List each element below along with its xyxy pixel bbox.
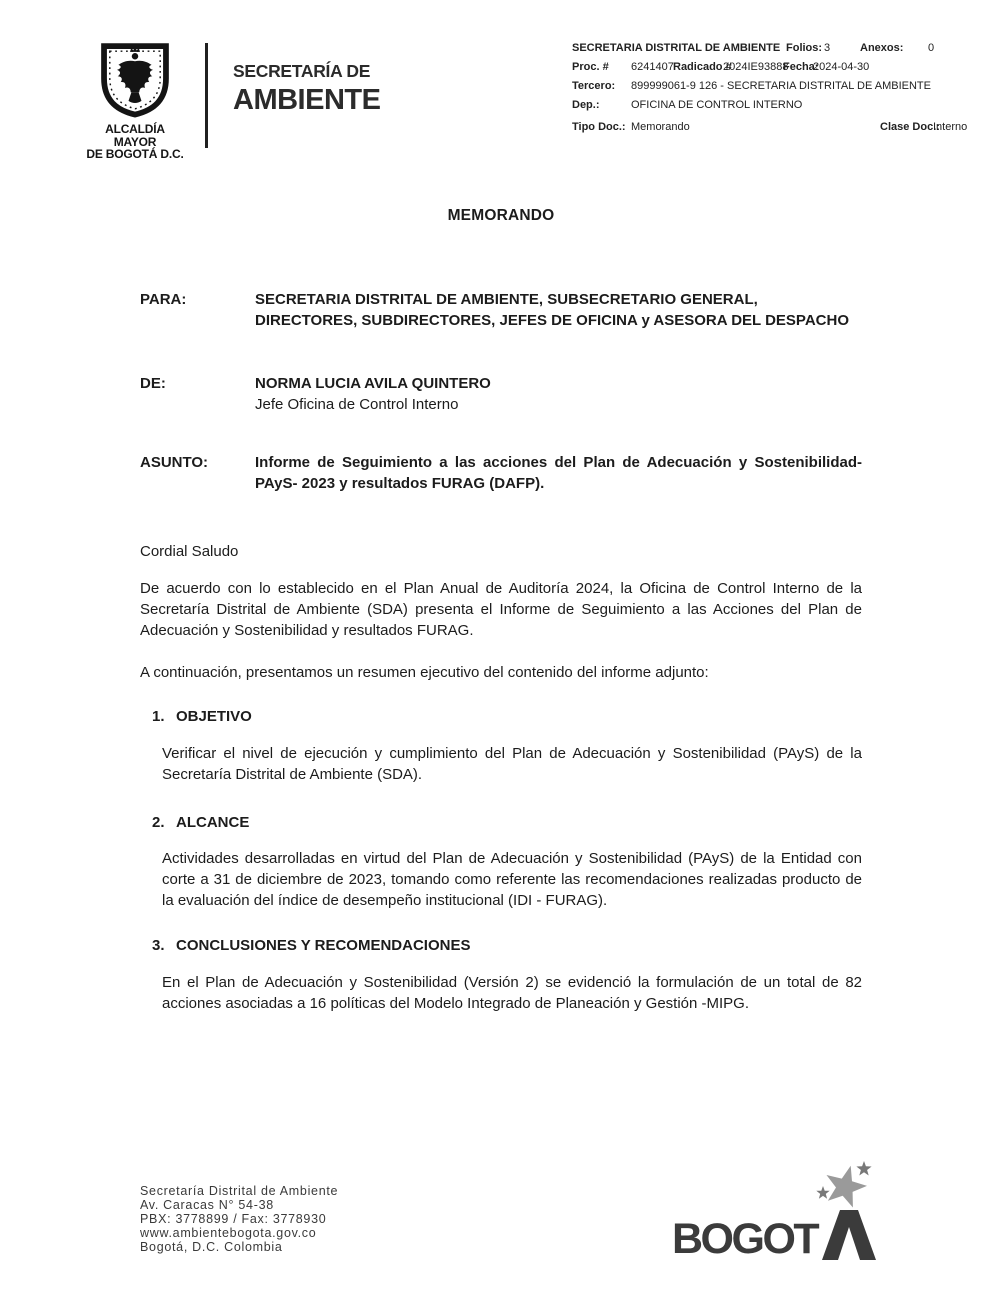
section-title: OBJETIVO xyxy=(176,708,252,725)
tipo-doc-value: Memorando xyxy=(631,121,690,133)
section-number: 2. xyxy=(152,814,165,831)
section-body-conclusiones: En el Plan de Adecuación y Sostenibilidad (Versión 2) se evidenció la formulación de un total de 82 acciones asociadas a 16 políticas del Modelo Integrado de Planeación y Gestión -MIPG. xyxy=(162,974,862,1012)
footer-street: Av. Caracas N° 54-38 xyxy=(140,1198,274,1212)
para-field xyxy=(140,289,862,331)
de-role: Jefe Oficina de Control Interno xyxy=(255,396,459,413)
proc-label: Proc. # xyxy=(572,61,609,73)
section-body-objetivo: Verificar el nivel de ejecución y cumplimiento del Plan de Adecuación y Sostenibilidad (PAyS) de la Secretaría Distrital de Ambiente (SDA). xyxy=(162,745,862,783)
city-seal xyxy=(84,42,186,161)
section-heading-conclusiones xyxy=(140,935,862,956)
footer-address xyxy=(140,1184,338,1254)
section-number: 1. xyxy=(152,708,165,725)
memo-body xyxy=(140,205,862,1014)
doc-title: MEMORANDO xyxy=(447,207,555,224)
bogota-logo-text: BOGOT xyxy=(672,1215,818,1263)
de-field xyxy=(140,373,862,415)
brand-line1: SECRETARÍA DE xyxy=(233,61,371,81)
brand-name xyxy=(233,61,380,117)
para-label: PARA: xyxy=(140,291,187,308)
footer-phone: PBX: 3778899 / Fax: 3778930 xyxy=(140,1212,327,1226)
star-icon-small-right xyxy=(856,1161,871,1176)
folios-label: Folios: xyxy=(786,42,823,54)
dep-label: Dep.: xyxy=(572,99,600,111)
section-heading-objetivo xyxy=(140,706,862,727)
anexos-label: Anexos: xyxy=(860,42,904,54)
radicado-value: 2024IE93888 xyxy=(723,61,789,73)
stamp-entity: SECRETARIA DISTRITAL DE AMBIENTE xyxy=(572,42,781,54)
para-value: SECRETARIA DISTRITAL DE AMBIENTE, SUBSECRETARIO GENERAL, DIRECTORES, SUBDIRECTORES, JEFES DE OFICINA y ASESORA DEL DESPACHO xyxy=(255,291,849,329)
stamp-row-tercero xyxy=(572,80,967,99)
section-title: ALCANCE xyxy=(176,814,250,831)
routing-stamp xyxy=(572,42,967,140)
summary-lead-paragraph: A continuación, presentamos un resumen ejecutivo del contenido del informe adjunto: xyxy=(140,664,709,681)
section-body-alcance: Actividades desarrolladas en virtud del Plan de Adecuación y Sostenibilidad (PAyS) de la Entidad con corte a 31 de diciembre de 2023, tomando como referente las recomendaciones realizadas producto de la evaluación del índice de desempeño institucional (IDI - FURAG). xyxy=(162,850,862,909)
asunto-value: Informe de Seguimiento a las acciones del Plan de Adecuación y Sostenibilidad- PAyS- 2023 y resultados FURAG (DAFP). xyxy=(255,454,862,492)
bogota-lambda-glyph xyxy=(822,1210,876,1260)
stamp-row-tipodoc xyxy=(572,121,967,140)
asunto-label: ASUNTO: xyxy=(140,454,209,471)
star-icon-small-left xyxy=(816,1186,829,1199)
seal-caption-line2: DE BOGOTÁ D.C. xyxy=(86,147,184,161)
greeting: Cordial Saludo xyxy=(140,543,239,560)
proc-value: 6241407 xyxy=(631,61,674,73)
bogota-shield-icon xyxy=(99,42,171,118)
bogota-logo xyxy=(672,1150,884,1273)
footer-website: www.ambientebogota.gov.co xyxy=(140,1226,317,1240)
footer-entity: Secretaría Distrital de Ambiente xyxy=(140,1184,339,1198)
de-name: NORMA LUCIA AVILA QUINTERO xyxy=(255,375,491,392)
header-divider xyxy=(205,43,208,148)
anexos-value: 0 xyxy=(928,42,935,54)
seal-caption-line1: ALCALDÍA MAYOR xyxy=(105,122,165,149)
section-title: CONCLUSIONES Y RECOMENDACIONES xyxy=(176,937,471,954)
tercero-label: Tercero: xyxy=(572,80,616,92)
stamp-row-dep xyxy=(572,99,967,118)
dep-value: OFICINA DE CONTROL INTERNO xyxy=(631,99,803,111)
footer-city: Bogotá, D.C. Colombia xyxy=(140,1240,283,1254)
fecha-value: 2024-04-30 xyxy=(813,61,870,73)
tercero-value: 899999061-9 126 - SECRETARIA DISTRITAL DE AMBIENTE xyxy=(631,80,931,92)
section-heading-alcance xyxy=(140,812,862,833)
folios-value: 3 xyxy=(824,42,831,54)
seal-caption xyxy=(84,123,186,161)
de-label: DE: xyxy=(140,375,166,392)
clase-doc-label: Clase Doc.: xyxy=(880,121,940,133)
asunto-field xyxy=(140,452,862,494)
fecha-label: Fecha: xyxy=(783,61,819,73)
intro-paragraph: De acuerdo con lo establecido en el Plan Anual de Auditoría 2024, la Oficina de Control Interno de la Secretaría Distrital de Ambiente (SDA) presenta el Informe de Seguimiento a las Acciones del Plan de Adecuación y Sostenibilidad y resultados FURAG. xyxy=(140,580,862,639)
clase-doc-value: Interno xyxy=(933,121,968,133)
tipo-doc-label: Tipo Doc.: xyxy=(572,121,626,133)
stamp-row-entity xyxy=(572,42,967,61)
radicado-label: Radicado # xyxy=(673,61,732,73)
brand-line2: AMBIENTE xyxy=(233,84,381,116)
stamp-row-proc xyxy=(572,61,967,80)
section-number: 3. xyxy=(152,937,165,954)
